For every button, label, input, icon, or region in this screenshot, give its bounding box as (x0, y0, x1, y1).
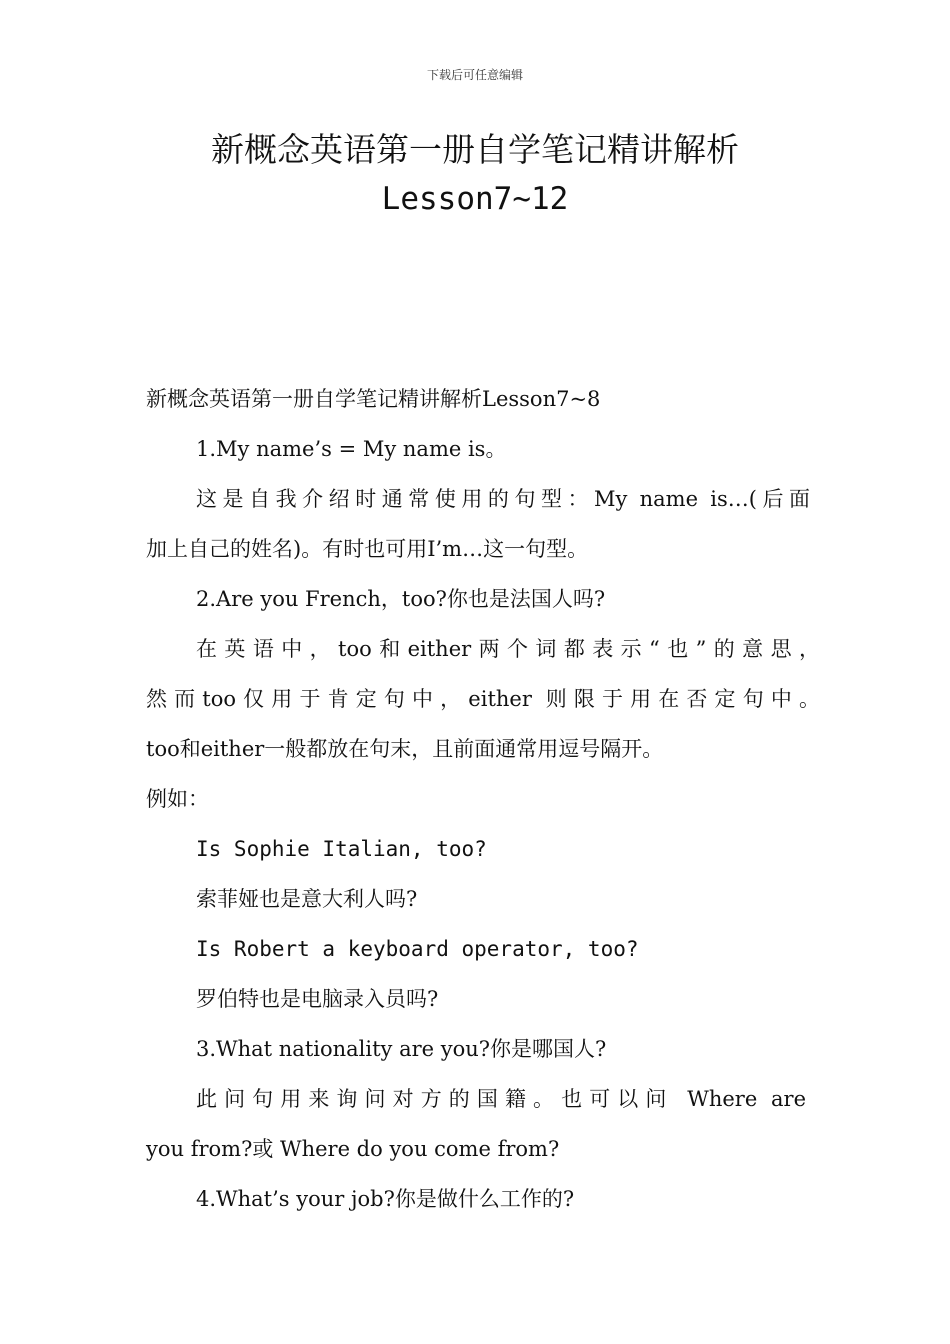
paragraph-line: you from?或 Where do you come from? (146, 1137, 560, 1161)
paragraph-line: 在英语中，too和either两个词都表示“也”的意思， (196, 637, 820, 661)
paragraph-line: 加上自己的姓名)。有时也可用I’m…这一句型。 (146, 537, 589, 561)
page-header-note: 下载后可任意编辑 (426, 68, 523, 82)
paragraph-line: 这是自我介绍时通常使用的句型：My name is…(后面 (196, 487, 810, 511)
example-sentence: Is Robert a keyboard operator, too? (196, 937, 639, 961)
document-title: 新概念英语第一册自学笔记精讲解析 (211, 130, 739, 169)
paragraph-line: 1.My name’s = My name is。 (196, 437, 507, 461)
document-title-lesson-range: Lesson7~12 (381, 181, 569, 217)
paragraph-line: 3.What nationality are you?你是哪国人? (196, 1037, 607, 1061)
example-translation: 索菲娅也是意大利人吗? (196, 887, 418, 911)
example-sentence: Is Sophie Italian, too? (196, 837, 487, 861)
paragraph-line: 4.What’s your job?你是做什么工作的? (196, 1187, 575, 1211)
paragraph-line: 此问句用来询问对方的国籍。也可以问 Where are (196, 1087, 806, 1111)
paragraph-line: too和either一般都放在句末，且前面通常用逗号隔开。 (146, 737, 664, 761)
section-heading: 新概念英语第一册自学笔记精讲解析Lesson7~8 (146, 387, 601, 411)
paragraph-line: 例如： (146, 787, 209, 811)
example-translation: 罗伯特也是电脑录入员吗? (196, 987, 439, 1011)
paragraph-line: 2.Are you French，too?你也是法国人吗? (196, 587, 606, 611)
paragraph-line: 然而too仅用于肯定句中，either 则限于用在否定句中。 (146, 687, 820, 711)
